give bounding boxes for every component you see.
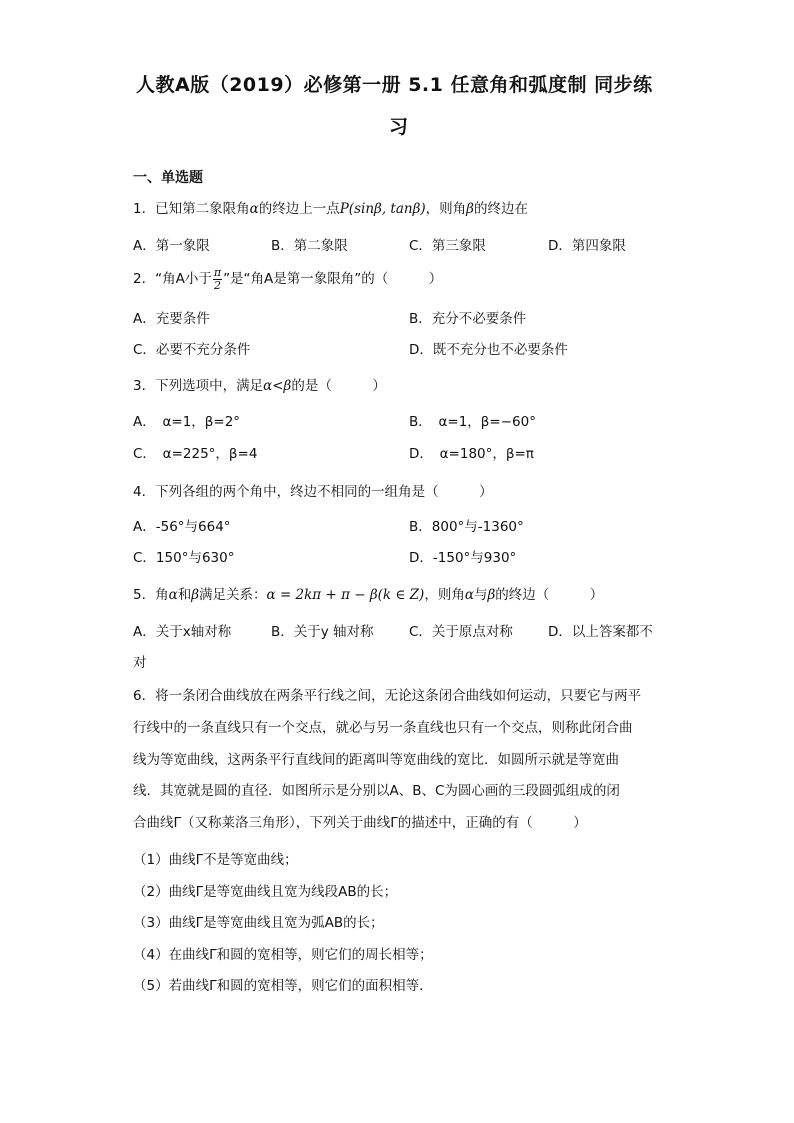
question-6-line-5: 合曲线Γ（又称莱洛三角形），下列关于曲线Γ的描述中，正确的有（ ） [133, 815, 587, 831]
q3-condition: α<β [263, 378, 292, 394]
q2-option-c: C．必要不充分条件 [133, 342, 251, 358]
q1-option-a: A．第一象限 [133, 238, 210, 254]
q5-text-mid: 满足关系： [199, 587, 267, 603]
q3-option-a: A． α=1，β=2° [133, 414, 241, 430]
q5-with: 与 [473, 587, 488, 603]
question-5 [133, 583, 603, 603]
question-6-line-4: 线．其宽就是圆的直径．如图所示是分别以A、B、C为圆心画的三段圆弧组成的闭 [133, 783, 620, 799]
q5-alpha: α [168, 587, 178, 603]
q3-text-pre: 3．下列选项中，满足 [133, 378, 264, 394]
q3-option-c: C． α=225°，β=4 [133, 446, 258, 462]
q4-option-c: C．150°与630° [133, 550, 235, 566]
q2-frac-num: π [213, 265, 222, 279]
q3-option-d: D． α=180°，β=π [409, 446, 534, 462]
q5-option-c: C．关于原点对称 [409, 624, 513, 640]
q2-option-a: A．充要条件 [133, 311, 210, 327]
q5-option-d-wrap: 对 [133, 655, 147, 671]
q2-option-d: D．既不充分也不必要条件 [409, 342, 568, 358]
q6-item-3: （3）曲线Γ是等宽曲线且宽为弧AB的长； [133, 915, 384, 931]
q1-beta: β [466, 201, 474, 217]
q1-text-mid2: ，则角 [425, 201, 467, 217]
question-3 [133, 374, 386, 394]
q5-text-pre: 5．角 [133, 587, 169, 603]
q1-option-c: C．第三象限 [409, 238, 486, 254]
q4-option-a: A．-56°与664° [133, 519, 231, 535]
q2-frac-den: 2 [213, 278, 221, 292]
question-4: 4．下列各组的两个角中，终边不相同的一组角是（ ） [133, 484, 493, 500]
q1-point: P(sinβ, tanβ) [339, 201, 426, 217]
q6-item-4: （4）在曲线Γ和圆的宽相等，则它们的周长相等； [133, 947, 433, 963]
q1-option-b: B．第二象限 [271, 238, 348, 254]
q5-alpha2: α [464, 587, 474, 603]
q6-item-2: （2）曲线Γ是等宽曲线且宽为线段AB的长； [133, 884, 398, 900]
q5-relation: α = 2kπ + π − β(k ∈ Z) [266, 587, 425, 603]
q2-option-b: B．充分不必要条件 [409, 311, 527, 327]
question-6-line-1: 6．将一条闭合曲线放在两条平行线之间，无论这条闭合曲线如何运动，只要它与两平 [133, 688, 642, 704]
question-1 [133, 197, 528, 217]
question-2 [133, 265, 442, 293]
q5-beta2: β [487, 587, 496, 603]
page-title: 人教A版（2019）必修第一册 5.1 任意角和弧度制 同步练 [136, 74, 653, 96]
q5-option-d: D．以上答案都不 [548, 624, 653, 640]
q5-text-post: 的终边（ ） [495, 587, 604, 603]
question-6-line-2: 行线中的一条直线只有一个交点，就必与另一条直线也只有一个交点，则称此闭合曲 [133, 720, 633, 736]
q5-option-a: A．关于x轴对称 [133, 624, 232, 640]
q5-beta: β [191, 587, 200, 603]
q1-text-mid: 的终边上一点 [258, 201, 340, 217]
q6-item-1: （1）曲线Γ不是等宽曲线； [133, 852, 298, 868]
q1-text-post: 的终边在 [473, 201, 528, 217]
q4-option-b: B．800°与-1360° [409, 519, 524, 535]
q5-and: 和 [177, 587, 192, 603]
page-title-continued: 习 [389, 116, 409, 138]
q2-text-pre: 2．“角A小于 [133, 271, 212, 287]
q3-option-b: B． α=1，β=−60° [409, 414, 536, 430]
q2-fraction [213, 267, 222, 292]
q5-text-mid2: ，则角 [424, 587, 465, 603]
q5-option-b: B．关于y 轴对称 [271, 624, 374, 640]
q2-text-post: ”是“角A是第一象限角”的（ ） [223, 271, 443, 287]
section-heading: 一、单选题 [133, 170, 203, 186]
q1-alpha: α [249, 201, 259, 217]
question-6-line-3: 线为等宽曲线，这两条平行直线间的距离叫等宽曲线的宽比．如圆所示就是等宽曲 [133, 752, 619, 768]
q4-option-d: D．-150°与930° [409, 550, 517, 566]
q3-text-post: 的是（ ） [291, 378, 386, 394]
q1-option-d: D．第四象限 [548, 238, 626, 254]
q6-item-5: （5）若曲线Γ和圆的宽相等，则它们的面积相等． [133, 978, 433, 994]
q1-text-pre: 1．已知第二象限角 [133, 201, 250, 217]
